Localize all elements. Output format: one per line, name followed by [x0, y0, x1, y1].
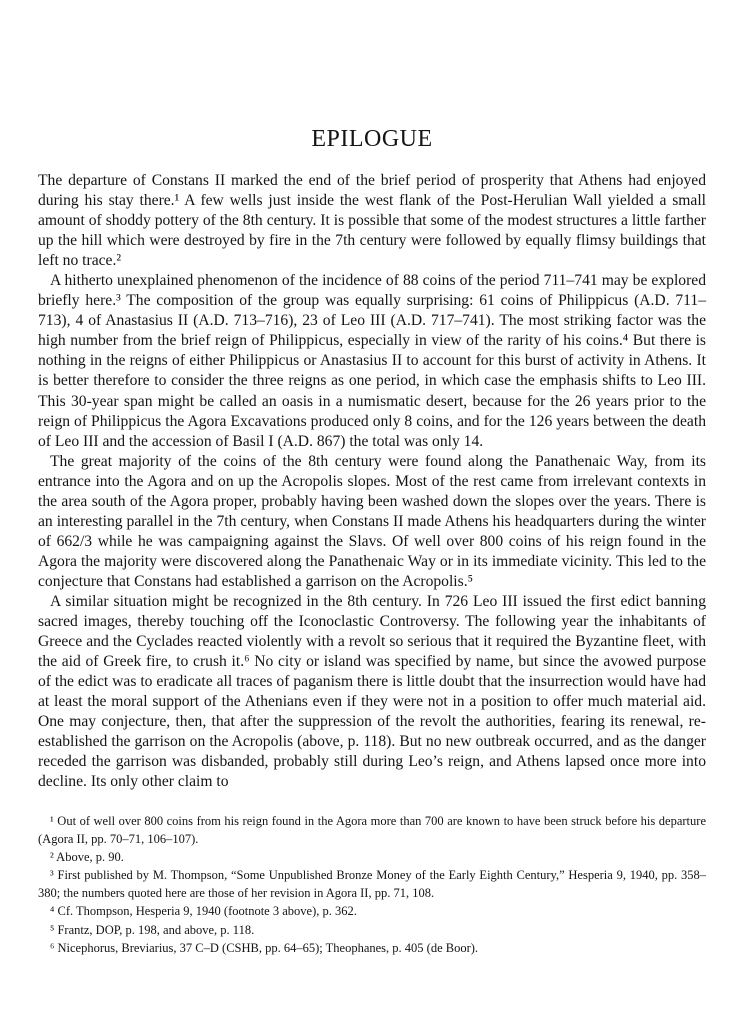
footnote-4: ⁴ Cf. Thompson, Hesperia 9, 1940 (footnote 3 above), p. 362. — [50, 904, 357, 919]
body-text — [38, 171, 706, 792]
paragraph-1: The departure of Constans II marked the end of the brief period of prosperity that Athens had enjoyed during his stay there.¹ A few wells just inside the west flank of the Post-Herulian Wall yielded a small amount of shoddy pottery of the 8th century. It is possible that some of the modest structures a little farther up the hill which were destroyed by fire in the 7th century were followed by equally flimsy buildings that left no trace.² — [38, 172, 706, 270]
footnote-5: ⁵ Frantz, DOP, p. 198, and above, p. 118. — [50, 922, 255, 937]
footnote-2: ² Above, p. 90. — [50, 850, 124, 865]
footnote-1: ¹ Out of well over 800 coins from his reign found in the Agora more than 700 are known to have been struck before his departure (Agora II, pp. 70–71, 106–107). — [38, 814, 706, 847]
footnotes — [38, 812, 706, 957]
footnote-6: ⁶ Nicephorus, Breviarius, 37 C–D (CSHB, pp. 64–65); Theophanes, p. 405 (de Boor). — [50, 940, 479, 955]
paragraph-4: A similar situation might be recognized in the 8th century. In 726 Leo III issued the first edict banning sacred images, thereby touching off the Iconoclastic Controversy. The following year the inhabitants of Greece and the Cyclades reacted violently with a revolt so serious that it required the Byzantine fleet, with the aid of Greek fire, to crush it.⁶ No city or island was specified by name, but since the avowed purpose of the edict was to eradicate all traces of paganism there is little doubt that the insurrection would have had at least the moral support of the Athenians even if they were not in a position to offer much material aid. One may conjecture, then, that after the suppression of the revolt the authorities, fearing its renewal, re-established the garrison on the Acropolis (above, p. 118). But no new outbreak occurred, and as the danger receded the garrison was disbanded, probably still during Leo’s reign, and Athens lapsed once more into decline. Its only other claim to — [38, 592, 706, 791]
page-title: EPILOGUE — [311, 126, 433, 152]
footnote-3: ³ First published by M. Thompson, “Some Unpublished Bronze Money of the Early Eighth Century,” Hesperia 9, 1940, pp. 358–380; the numbers quoted here are those of her revision in Agora II, pp. 71, 108. — [38, 868, 706, 901]
paragraph-3: The great majority of the coins of the 8th century were found along the Panathenaic Way, from its entrance into the Agora and on up the Acropolis slopes. Most of the rest came from irrelevant contexts in the area south of the Agora proper, probably having been washed down the slopes over the years. There is an interesting parallel in the 7th century, when Constans II made Athens his headquarters during the winter of 662/3 while he was campaigning against the Slavs. Of well over 800 coins of his reign found in the Agora the majority were discovered along the Panathenaic Way or in its immediate vicinity. This led to the conjecture that Constans had established a garrison on the Acropolis.⁵ — [38, 452, 706, 590]
paragraph-2: A hitherto unexplained phenomenon of the incidence of 88 coins of the period 711–741 may be explored briefly here.³ The composition of the group was equally surprising: 61 coins of Philippicus (A.D. 711–713), 4 of Anastasius II (A.D. 713–716), 23 of Leo III (A.D. 717–741). The most striking factor was the high number from the brief reign of Philippicus, especially in view of the rarity of his coins.⁴ But there is nothing in the reigns of either Philippicus or Anastasius II to account for this burst of activity in Athens. It is better therefore to consider the three reigns as one period, in which case the emphasis shifts to Leo III. This 30-year span might be called an oasis in a numismatic desert, because for the 26 years prior to the reign of Philippicus the Agora Excavations produced only 8 coins, and for the 126 years between the death of Leo III and the accession of Basil I (A.D. 867) the total was only 14. — [38, 272, 706, 450]
